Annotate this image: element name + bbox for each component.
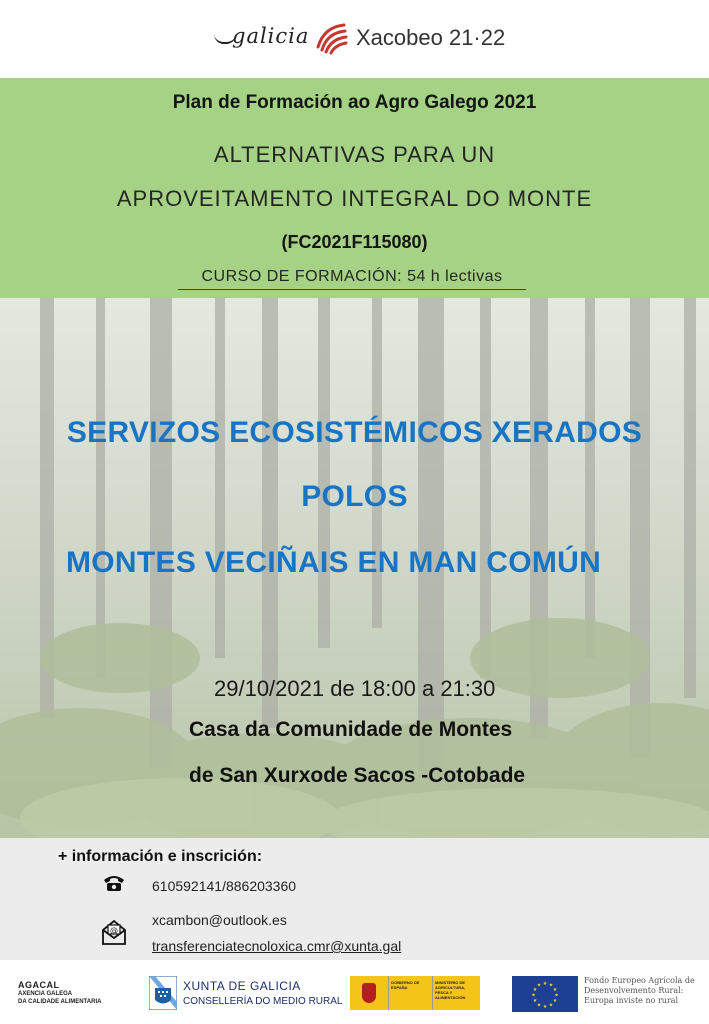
- spain-ministry-logo: [350, 976, 480, 1010]
- course-banner: [0, 78, 709, 298]
- forest-background-photo: [0, 298, 709, 838]
- contact-info: [0, 838, 709, 960]
- svg-text:★: ★: [542, 981, 548, 987]
- agacal-line-2: DA CALIDADE ALIMENTARIA: [18, 999, 102, 1005]
- svg-text:★: ★: [548, 982, 554, 989]
- event-title-line-1: SERVIZOS ECOSISTÉMICOS XERADOS: [66, 416, 643, 449]
- xunta-department: CONSELLERÍA DO MEDIO RURAL: [183, 996, 343, 1007]
- ministry-text: MINISTERIO DE AGRICULTURA, PESCA Y ALIMENTACIÓN: [435, 980, 466, 1000]
- event-place-line-2: de San Xurxode Sacos -Cotobade: [189, 764, 526, 787]
- svg-text:★: ★: [554, 992, 559, 999]
- spain-crest-icon: [350, 976, 388, 1010]
- galicia-logo-text: galicia: [232, 24, 310, 48]
- scallop-shell-icon: [314, 21, 348, 55]
- agacal-line-1: AXENCIA GALEGA: [18, 991, 73, 997]
- course-hours: CURSO DE FORMACIÓN: 54 h lectivas: [178, 268, 526, 290]
- email-secondary[interactable]: transferenciatecnoloxica.cmr@xunta.gal: [152, 938, 402, 954]
- svg-text:★: ★: [532, 998, 538, 1004]
- galicia-logo: [232, 24, 309, 48]
- svg-text:★: ★: [536, 982, 542, 989]
- svg-text:★: ★: [552, 987, 558, 993]
- course-code: (FC2021F115080): [281, 232, 428, 252]
- svg-text:★: ★: [536, 1002, 542, 1009]
- course-title-line-1: ALTERNATIVAS PARA UN: [213, 142, 496, 167]
- agacal-logo: [18, 980, 101, 1006]
- svg-text:★: ★: [532, 987, 538, 993]
- xacobeo-logo: [314, 18, 505, 58]
- xunta-name: XUNTA DE GALICIA: [183, 979, 301, 993]
- info-heading: + información e inscrición:: [58, 848, 263, 865]
- gobierno-text: GOBIERNO DE ESPAÑA: [391, 980, 420, 990]
- envelope-icon: [101, 918, 127, 946]
- event-datetime: 29/10/2021 de 18:00 a 21:30: [214, 676, 496, 701]
- svg-text:@: @: [110, 926, 118, 935]
- galicia-shield-icon: [149, 976, 177, 1010]
- sponsor-footer: [0, 960, 709, 1024]
- agacal-name: AGACAL: [18, 980, 60, 990]
- svg-text:★: ★: [548, 1002, 554, 1009]
- event-title-line-2: POLOS: [301, 480, 408, 513]
- xunta-logo: [149, 976, 342, 1010]
- svg-text:★: ★: [542, 1004, 548, 1010]
- event-place-line-1: Casa da Comunidade de Montes: [189, 718, 513, 741]
- svg-text:★: ★: [552, 998, 558, 1004]
- eu-flag-icon: [512, 976, 578, 1012]
- email-primary[interactable]: xcambon@outlook.es: [152, 912, 287, 928]
- eu-feader-logo: [512, 976, 704, 1012]
- eu-fund-line-2: Desenvolvemento Rural:: [584, 986, 684, 995]
- xacobeo-logo-text: Xacobeo 21·22: [356, 25, 506, 50]
- eu-fund-line-1: Fondo Europeo Agrícola de: [584, 976, 695, 985]
- telephone-icon: [102, 874, 126, 892]
- svg-text:★: ★: [531, 992, 536, 999]
- course-title-line-2: APROVEITAMENTO INTEGRAL DO MONTE: [116, 186, 593, 211]
- eu-fund-line-3: Europa inviste no rural: [584, 996, 679, 1005]
- phone-number[interactable]: 610592141/886203360: [152, 878, 297, 894]
- header: [0, 0, 709, 78]
- plan-title: Plan de Formación ao Agro Galego 2021: [172, 92, 537, 113]
- event-title-line-3: MONTES VECIÑAIS EN MAN COMÚN: [66, 546, 602, 579]
